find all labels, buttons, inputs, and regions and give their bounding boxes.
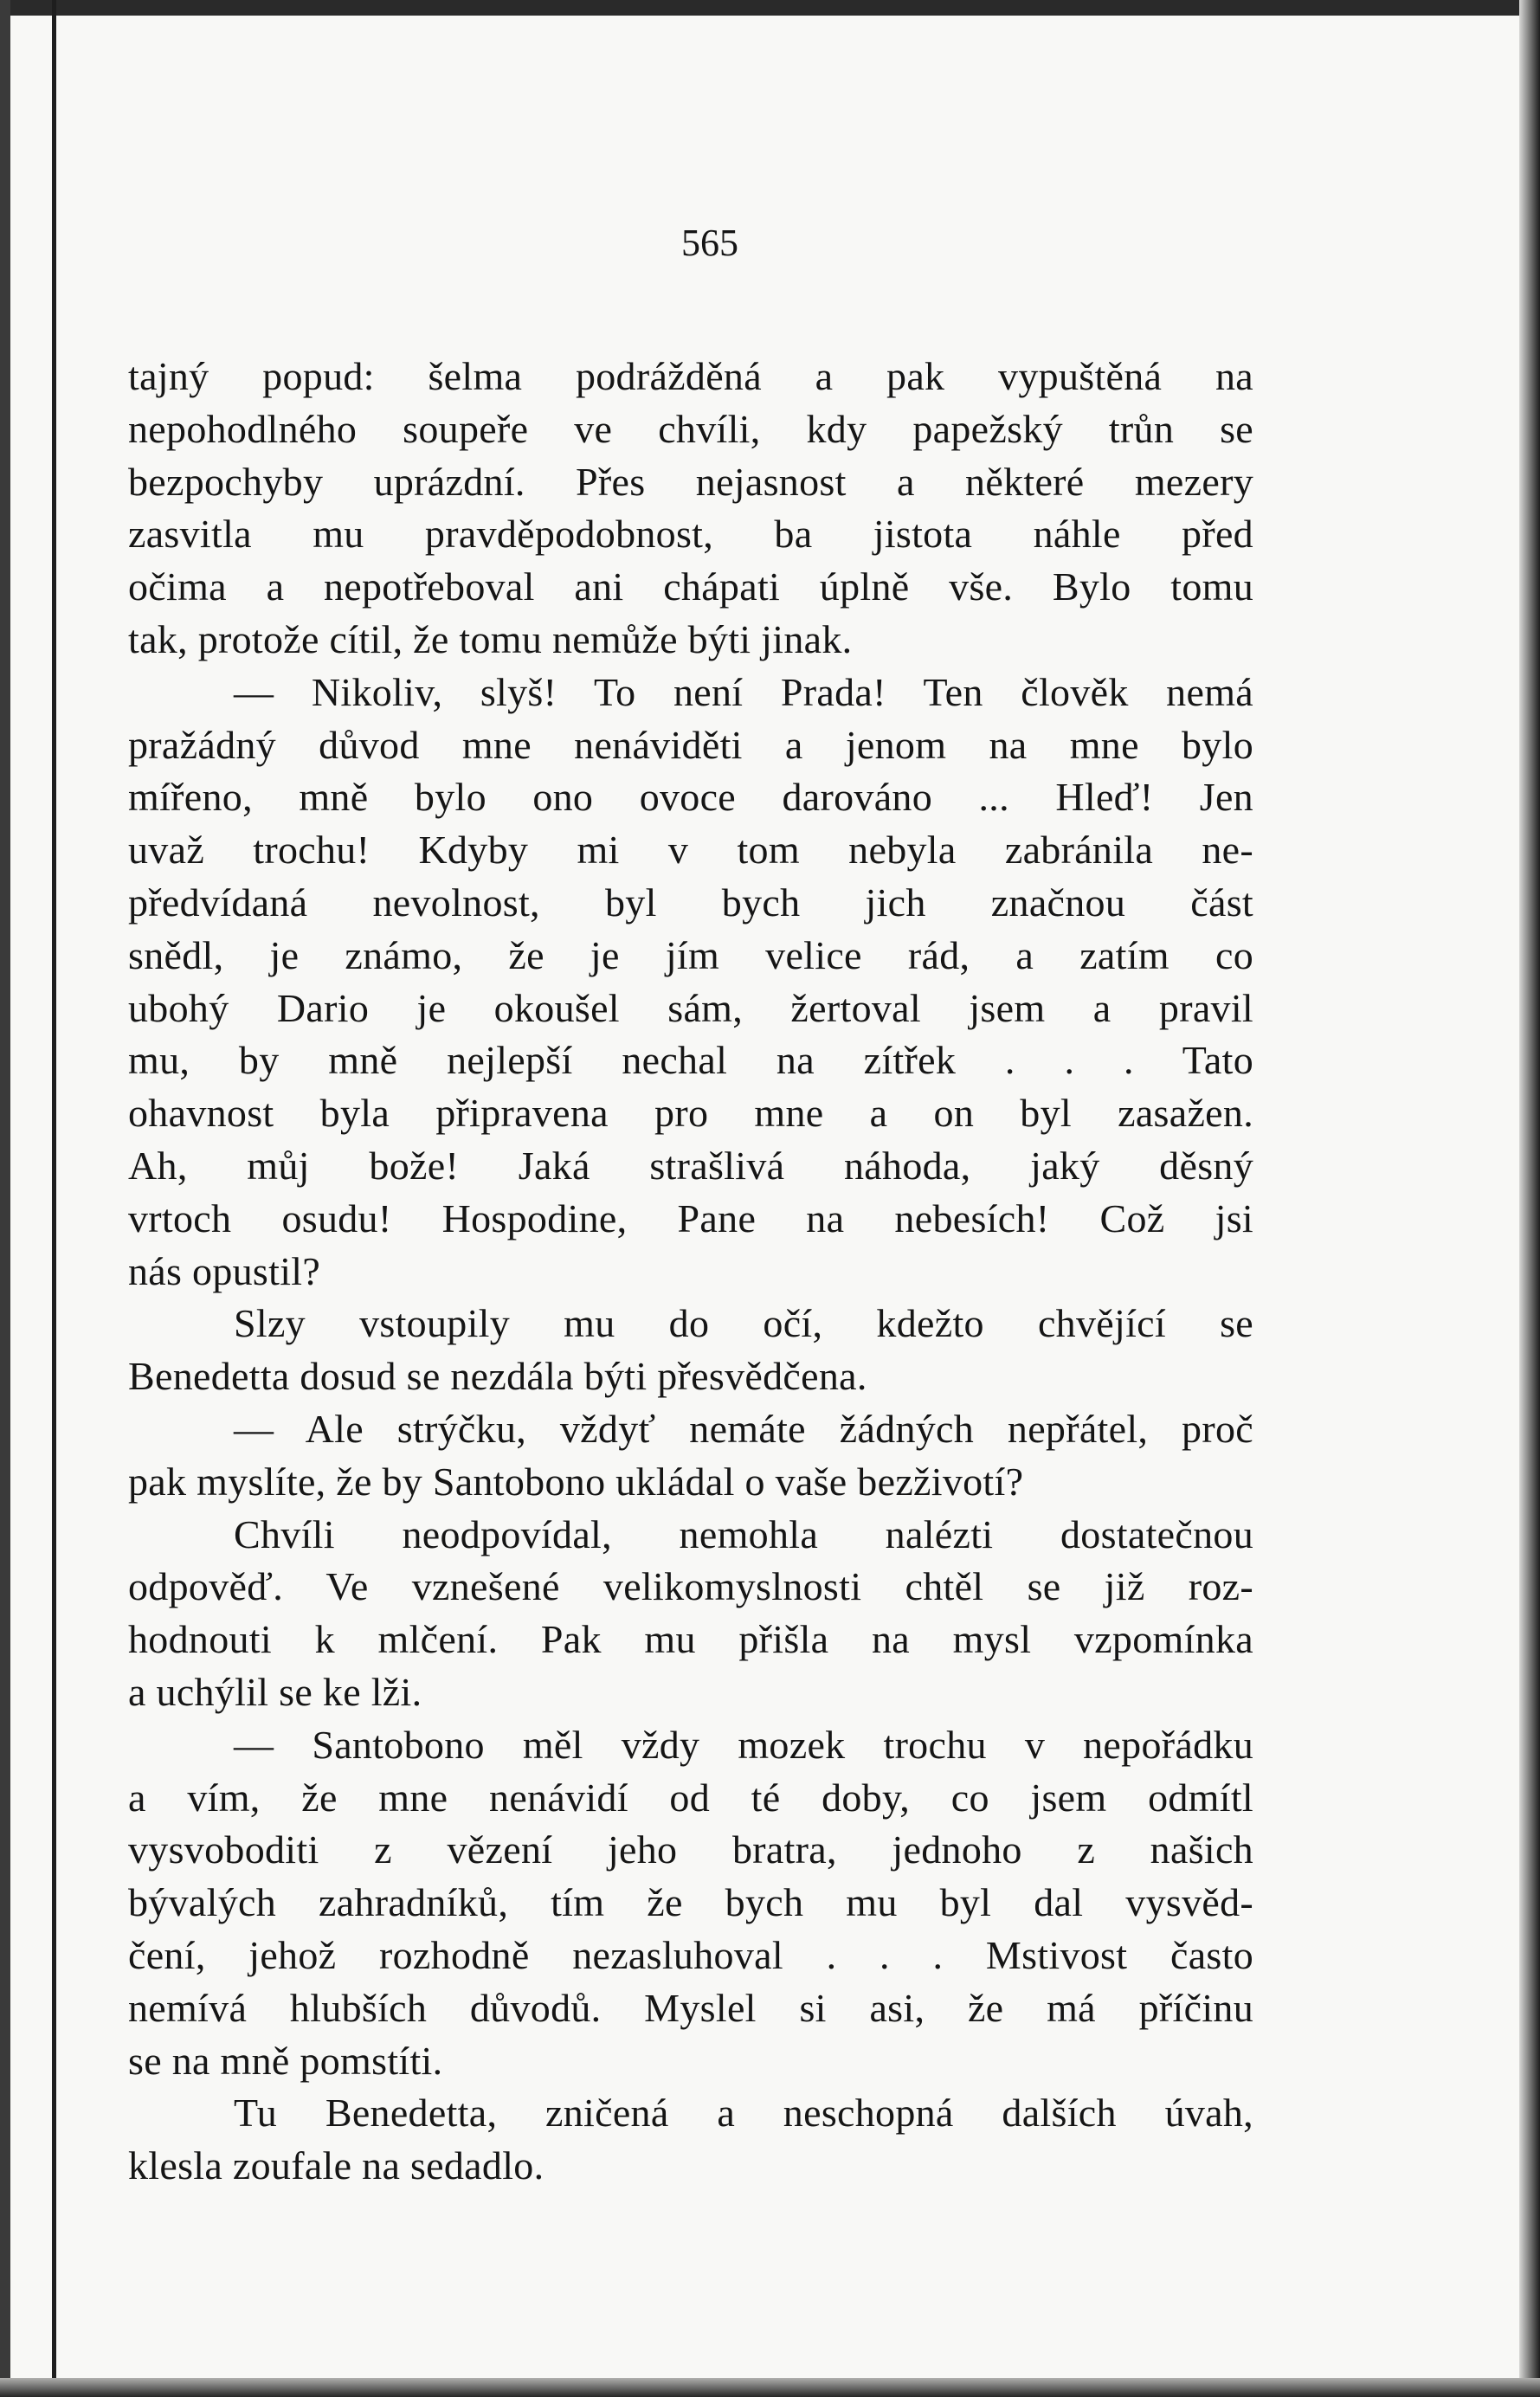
- text-line: a vím, že mne nenávidí od té doby, co jsem odmítl: [128, 1775, 1253, 1820]
- text-line: pak myslíte, že by Santobono ukládal o vaše bezživotí?: [128, 1459, 1024, 1504]
- text-line: klesla zoufale na sedadlo.: [128, 2143, 544, 2188]
- text-line: předvídaná nevolnost, byl bych jich značnou část: [128, 880, 1253, 925]
- text-line: uvaž trochu! Kdyby mi v tom nebyla zabránila ne-: [128, 828, 1253, 873]
- text-line: čení, jehož rozhodně nezasluhoval . . . Mstivost často: [128, 1932, 1253, 1977]
- text-line: se na mně pomstíti.: [128, 2038, 443, 2083]
- scan-edge-right: [1519, 0, 1540, 2397]
- text-line: mu, by mně nejlepší nechal na zítřek . . . Tato: [128, 1038, 1253, 1083]
- text-line: očima a nepotřeboval ani chápati úplně vše. Bylo tomu: [128, 564, 1253, 609]
- text-line: pražádný důvod mne nenáviděti a jenom na mne bylo: [128, 722, 1253, 767]
- text-line: Tu Benedetta, zničená a neschopná dalších úvah,: [234, 2091, 1253, 2136]
- text-line: vysvoboditi z vězení jeho bratra, jednoho z našich: [128, 1827, 1253, 1872]
- text-line: nás opustil?: [128, 1248, 321, 1293]
- text-line: bývalých zahradníků, tím že bych mu byl dal vysvěd-: [128, 1880, 1253, 1925]
- scan-edge-top: [0, 0, 1540, 16]
- text-line: snědl, je známo, že je jím velice rád, a zatím co: [128, 932, 1253, 977]
- text-line: nepohodlného soupeře ve chvíli, kdy papežský trůn se: [128, 406, 1253, 451]
- page-number: 565: [681, 222, 738, 264]
- text-line: — Nikoliv, slyš! To není Prada! Ten člověk nemá: [234, 669, 1253, 714]
- text-line: hodnouti k mlčení. Pak mu přišla na mysl vzpomínka: [128, 1617, 1253, 1662]
- text-line: nemívá hlubších důvodů. Myslel si asi, že má příčinu: [128, 1985, 1253, 2030]
- text-line: tak, protože cítil, že tomu nemůže býti jinak.: [128, 616, 853, 661]
- text-line: zasvitla mu pravděpodobnost, ba jistota náhle před: [128, 512, 1253, 557]
- page-gutter-line: [52, 0, 56, 2397]
- text-line: bezpochyby uprázdní. Přes nejasnost a některé mezery: [128, 459, 1253, 504]
- text-line: — Ale strýčku, vždyť nemáte žádných nepřátel, proč: [234, 1406, 1253, 1451]
- text-line: — Santobono měl vždy mozek trochu v nepořádku: [234, 1722, 1253, 1767]
- scan-edge-left: [0, 0, 10, 2397]
- text-line: mířeno, mně bylo ono ovoce darováno ... Hleď! Jen: [128, 775, 1253, 820]
- body-text: [128, 351, 1253, 2193]
- text-line: Ah, můj bože! Jaká strašlivá náhoda, jaký děsný: [128, 1143, 1253, 1188]
- scan-edge-bottom: [0, 2378, 1540, 2397]
- text-line: Benedetta dosud se nezdála býti přesvědčena.: [128, 1354, 867, 1399]
- text-line: Chvíli neodpovídal, nemohla nalézti dostatečnou: [234, 1511, 1253, 1556]
- text-line: Slzy vstoupily mu do očí, kdežto chvějící se: [234, 1301, 1253, 1346]
- text-line: tajný popud: šelma podrážděná a pak vypuštěná na: [128, 354, 1253, 398]
- text-line: a uchýlil se ke lži.: [128, 1669, 422, 1714]
- text-line: vrtoch osudu! Hospodine, Pane na nebesích! Což jsi: [128, 1195, 1253, 1240]
- text-line: ubohý Dario je okoušel sám, žertoval jsem a pravil: [128, 985, 1253, 1030]
- text-line: ohavnost byla připravena pro mne a on byl zasažen.: [128, 1091, 1253, 1136]
- text-line: odpověď. Ve vznešené velikomyslnosti chtěl se již roz-: [128, 1564, 1253, 1609]
